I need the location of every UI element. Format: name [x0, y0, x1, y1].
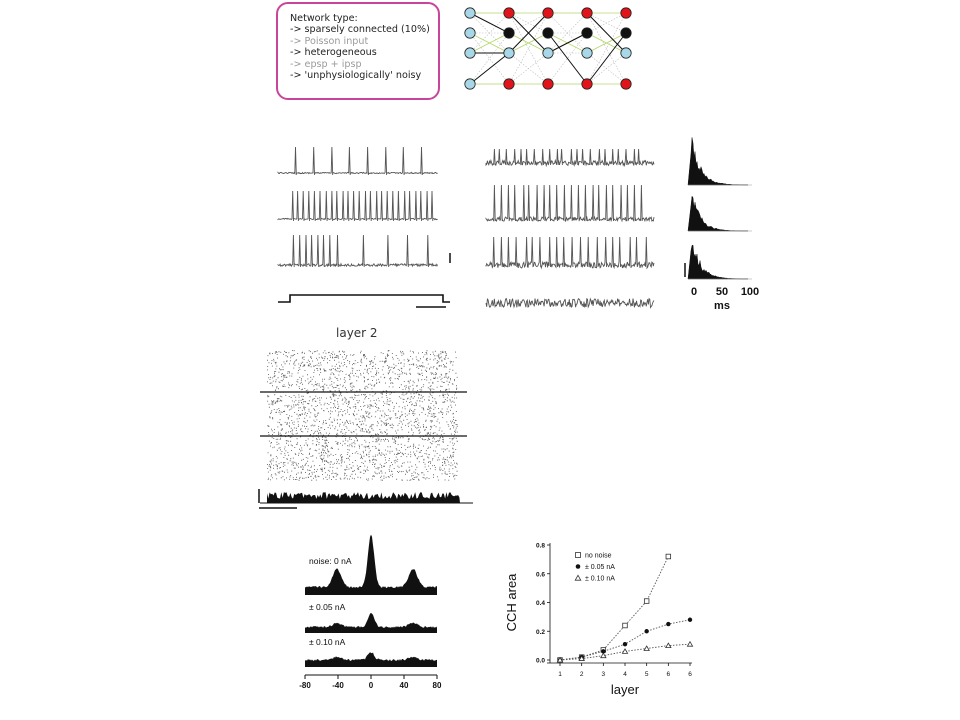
chart-point [666, 554, 671, 559]
network-node [504, 48, 514, 58]
network-node [465, 28, 475, 38]
chart-point [622, 649, 627, 654]
network-node [582, 8, 592, 18]
voltage-traces-middle [486, 135, 658, 315]
chart-x-label: layer [610, 682, 640, 697]
chart-point [623, 642, 627, 646]
chart-y-tick-label: 0.2 [535, 628, 545, 636]
isi-histogram [688, 196, 748, 231]
network-node [465, 8, 475, 18]
network-type-box [276, 2, 440, 100]
cch-noise-label: noise: 0 nA [309, 556, 352, 566]
chart-y-label: CCH area [504, 573, 519, 632]
isi-tick-label: 50 [715, 286, 729, 298]
network-type-line: -> epsp + ipsp [290, 58, 362, 70]
voltage-trace [486, 185, 654, 221]
cch-tick-label: 80 [432, 681, 442, 690]
network-node [543, 48, 553, 58]
network-node [582, 48, 592, 58]
isi-unit-label: ms [714, 300, 730, 312]
legend-marker [576, 564, 581, 569]
chart-y-tick-label: 0.6 [535, 571, 545, 579]
voltage-trace [278, 147, 438, 175]
cch-area-chart [500, 535, 710, 700]
raster-plot [255, 345, 480, 515]
chart-point [644, 599, 649, 604]
chart-point [688, 618, 692, 622]
network-node [504, 28, 514, 38]
cch-noise-label: ± 0.05 nA [309, 602, 346, 612]
raster-spikes [267, 350, 458, 481]
voltage-trace [486, 299, 654, 308]
cch-noise-panel [295, 535, 455, 695]
chart-y-tick-label: 0.0 [535, 657, 545, 665]
voltage-traces-left [278, 135, 460, 315]
network-node [621, 28, 631, 38]
isi-histograms [680, 135, 780, 315]
network-node [504, 8, 514, 18]
chart-x-tick-label: 5 [644, 671, 649, 678]
current-step [278, 295, 450, 302]
cch-histogram [305, 613, 437, 633]
chart-x-tick-label: 6 [666, 671, 671, 678]
chart-point [644, 646, 649, 651]
network-type-line: Network type: [290, 13, 358, 24]
legend-marker [576, 553, 581, 558]
voltage-trace [486, 149, 654, 166]
network-node [504, 79, 514, 89]
chart-x-tick-label: 6 [688, 671, 692, 678]
chart-x-tick-label: 1 [558, 671, 562, 678]
cch-tick-label: 40 [399, 681, 409, 690]
cch-tick-label: -80 [299, 681, 311, 690]
voltage-trace [486, 237, 654, 268]
isi-histogram [688, 245, 748, 279]
cch-histogram [305, 652, 437, 667]
network-node [621, 79, 631, 89]
raster-layer-label: layer 2 [336, 326, 378, 340]
isi-tick-label: 100 [740, 286, 760, 298]
cch-tick-label: 0 [368, 681, 374, 690]
network-node [543, 28, 553, 38]
network-type-line: -> Poisson input [290, 35, 369, 47]
network-node [465, 79, 475, 89]
voltage-trace [278, 235, 438, 267]
raster-psth [267, 492, 460, 503]
chart-x-tick-label: 2 [579, 671, 584, 678]
network-node [621, 48, 631, 58]
chart-y-tick-label: 0.8 [535, 542, 545, 550]
legend-label: ± 0.10 nA [585, 575, 615, 583]
network-type-line: -> 'unphysiologically' noisy [290, 70, 422, 82]
isi-tick-label: 0 [690, 286, 698, 298]
network-node [582, 79, 592, 89]
network-node [465, 48, 475, 58]
legend-label: ± 0.05 nA [585, 564, 615, 571]
network-node [621, 8, 631, 18]
network-diagram [455, 0, 645, 100]
network-type-line: -> heterogeneous [290, 47, 377, 59]
chart-y-tick-label: 0.4 [535, 600, 545, 607]
chart-point [623, 623, 628, 628]
legend-marker [575, 575, 581, 580]
chart-series-line [560, 557, 668, 661]
network-type-line: -> sparsely connected (10%) [290, 24, 430, 36]
network-node [543, 79, 553, 89]
cch-noise-label: ± 0.10 nA [309, 637, 346, 647]
network-node [582, 28, 592, 38]
network-node [543, 8, 553, 18]
isi-histogram [688, 138, 748, 186]
chart-point [644, 629, 648, 633]
chart-x-tick-label: 4 [623, 671, 627, 678]
voltage-trace [278, 191, 438, 221]
legend-label: no noise [585, 552, 612, 560]
chart-x-tick-label: 3 [601, 671, 606, 678]
chart-point [666, 622, 670, 626]
cch-tick-label: -40 [332, 681, 344, 690]
